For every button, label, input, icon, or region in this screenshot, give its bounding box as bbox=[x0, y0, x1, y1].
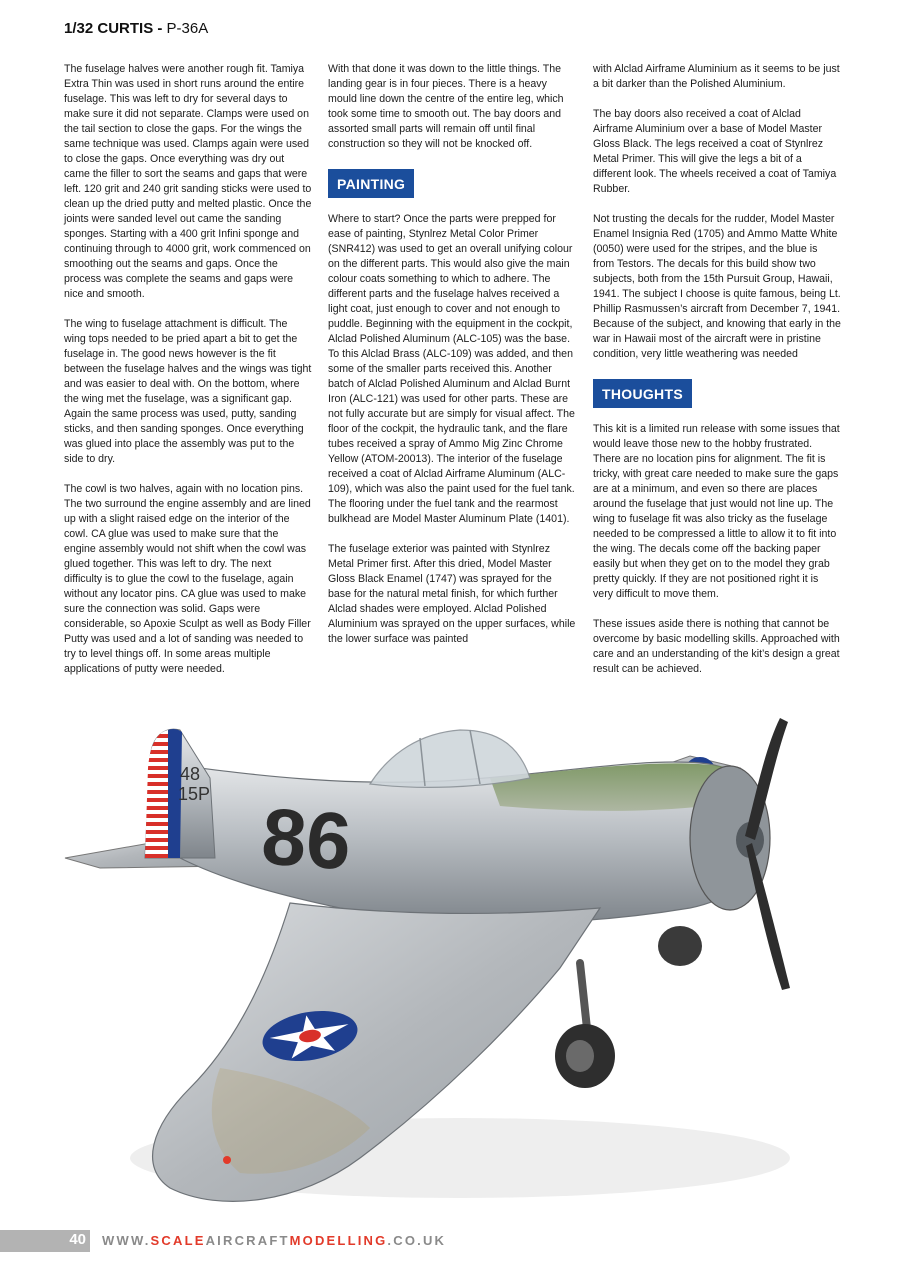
far-wheel bbox=[658, 926, 702, 966]
paragraph: Where to start? Once the parts were prepped for ease of painting, Stynlrez Metal Color Primer (SNR412) was used to get an overall unifying colour on the different parts. This would also give the main colour coats something to which to adhere. The different parts and the fuselage halves received a light coat, just enough to cover and not enough to puddle. Beginning with the equipment in the cockpit, Alclad Polished Aluminum (ALC-105) was the base. To this Alclad Brass (ALC-109) was added, and then some of the smaller parts received this. Another batch of Alclad Polished Aluminum and Alclad Burnt Iron (ALC-121) was used for other parts. These are not fully accurate but are simply for visual affect. The floor of the cockpit, the hydraulic tank, and the flare tubes received a spray of Ammo Mig Zinc Chrome Yellow (ATOM-20013). The interior of the fuselage received a coat of Alclad Airframe Aluminum (ALC-109), which was also the paint used for the fuel tank. The flooring under the fuel tank and the rearmost bulkhead are Model Master Aluminum Plate (1401). bbox=[328, 213, 575, 525]
url-aircraft: AIRCRAFT bbox=[205, 1233, 290, 1248]
paragraph: with Alclad Airframe Aluminium as it seems to be just a bit darker than the Polished Aluminium. bbox=[593, 63, 840, 90]
wheel-hub bbox=[566, 1040, 594, 1072]
page-number: 40 bbox=[69, 1231, 86, 1248]
page-header bbox=[64, 20, 208, 37]
wing-tip-light bbox=[223, 1156, 231, 1164]
paragraph: With that done it was down to the little things. The landing gear is in four pieces. There is a heavy mould line down the centre of the entire leg, which took some time to smooth out. The bay doors and assorted small parts will remain off until final construction so they will not be knocked off. bbox=[328, 63, 564, 150]
url-scale: SCALE bbox=[150, 1233, 206, 1248]
fuselage-number: 86 bbox=[258, 791, 354, 887]
rudder-stripes bbox=[145, 730, 168, 858]
aircraft-photo bbox=[40, 718, 890, 1218]
tail-code-line1: 48 bbox=[180, 764, 201, 784]
column-2 bbox=[328, 62, 576, 662]
url-modelling: MODELLING bbox=[289, 1233, 388, 1248]
column-1 bbox=[64, 62, 312, 692]
model-name: P-36A bbox=[166, 20, 209, 37]
paragraph: The fuselage exterior was painted with Stynlrez Metal Primer first. After this dried, Model Master Gloss Black Enamel (1747) was sprayed for the base for the natural metal finish, for which further Alclad shades were employed. Alclad Polished Aluminium was sprayed on the upper surfaces, while the lower surface was painted bbox=[328, 543, 576, 645]
page-tab bbox=[0, 1230, 90, 1252]
propeller-blade-bottom bbox=[746, 843, 790, 990]
url-suffix: .CO.UK bbox=[387, 1233, 447, 1248]
website-url[interactable] bbox=[102, 1233, 446, 1248]
section-heading-painting: PAINTING bbox=[328, 169, 414, 198]
tail-code-line2: 15P bbox=[178, 784, 211, 804]
scale-title: 1/32 CURTIS bbox=[64, 20, 154, 37]
section-heading-thoughts: THOUGHTS bbox=[593, 379, 692, 408]
paragraph: Not trusting the decals for the rudder, Model Master Enamel Insignia Red (1705) and Ammo Matte White (0050) were used for the stripes, and the blue is from Testors. The decals for this build show two subjects, both from the 15th Pursuit Group, Hawaii, 1941. The subject I choose is quite famous, being Lt. Phillip Rasmussen’s aircraft from December 7, 1941. Because of the subject, and knowing that early in the war in Hawaii most of the aircraft were in pristine condition, very little weathering was needed bbox=[593, 213, 841, 360]
paragraph: The bay doors also received a coat of Alclad Airframe Aluminium over a base of Model Master Gloss Black. The legs received a coat of Stynlrez Metal Primer. This will give the legs a bit of a different look. The wheels received a coat of Tamiya Rubber. bbox=[593, 108, 837, 195]
url-prefix: WWW. bbox=[102, 1233, 151, 1248]
paragraph: The fuselage halves were another rough fit. Tamiya Extra Thin was used in short runs around the entire fuselage. This was left to dry for several days to make sure it did not separate. Clamps were used on the tail section to close the gaps. For the wings the same technique was used. Clamps again were used to close the gaps. Once everything was dry out came the filler to sort the seams and gaps that were left. 120 grit and 240 grit sanding sticks were used to clean up the dried putty and melted plastic. Once the joints were sanded level out came the sanding sponges. Starting with a 400 grit Infini sponge and continuing through to 4000 grit, work commenced on smoothing out the seams and gaps. Once the process was complete the seams and gaps were nice and smooth. bbox=[64, 63, 312, 300]
title-separator: - bbox=[153, 20, 167, 37]
paragraph: This kit is a limited run release with some issues that would leave those new to the hobby frustrated. There are no location pins for alignment. The fit is tricky, with great care needed to make sure the gaps are at a minimum, and even so there are places around the fuselage that just would not line up. The wing to fuselage fit was also tricky as the fuselage needed to be compressed a little to allow it to fit into the wing. The decals come off the backing paper easily but when they get on to the model they grab pretty quickly. If they are not positioned right it is very difficult to move them. bbox=[593, 423, 840, 600]
paragraph: The cowl is two halves, again with no location pins. The two surround the engine assembly and are lined up with a slight raised edge on the interior of the cowl. CA glue was used to make sure that the engine assembly would not shift when the cowl was glued together. This was left to dry. The next difficulty is to glue the cowl to the fuselage, again without any locator pins. CA glue was used to make sure the connection was solid. Gaps were considerable, so Apoxie Sculpt as well as Body Filler Putty was used and a lot of sanding was needed to try to level things off. In some areas multiple applications of putty were needed. bbox=[64, 483, 311, 675]
canopy bbox=[370, 730, 530, 787]
paragraph: The wing to fuselage attachment is difficult. The wing tops needed to be pried apart a bit to get the fuselage in. The good news however is the fit between the fuselage halves and the wings was tight and was easier to deal with. On the bottom, where the wing met the fuselage, was a significant gap. Again the same process was used, putty, sanding sticks, and then sanding sponges. Once everything was glued into place the assembly was put to the side to dry. bbox=[64, 318, 312, 465]
paragraph: These issues aside there is nothing that cannot be overcome by basic modelling skills. Approached with care and an understanding of the kit’s design a great result can be achieved. bbox=[593, 618, 840, 675]
page-footer bbox=[0, 1228, 905, 1254]
column-3 bbox=[593, 62, 841, 692]
